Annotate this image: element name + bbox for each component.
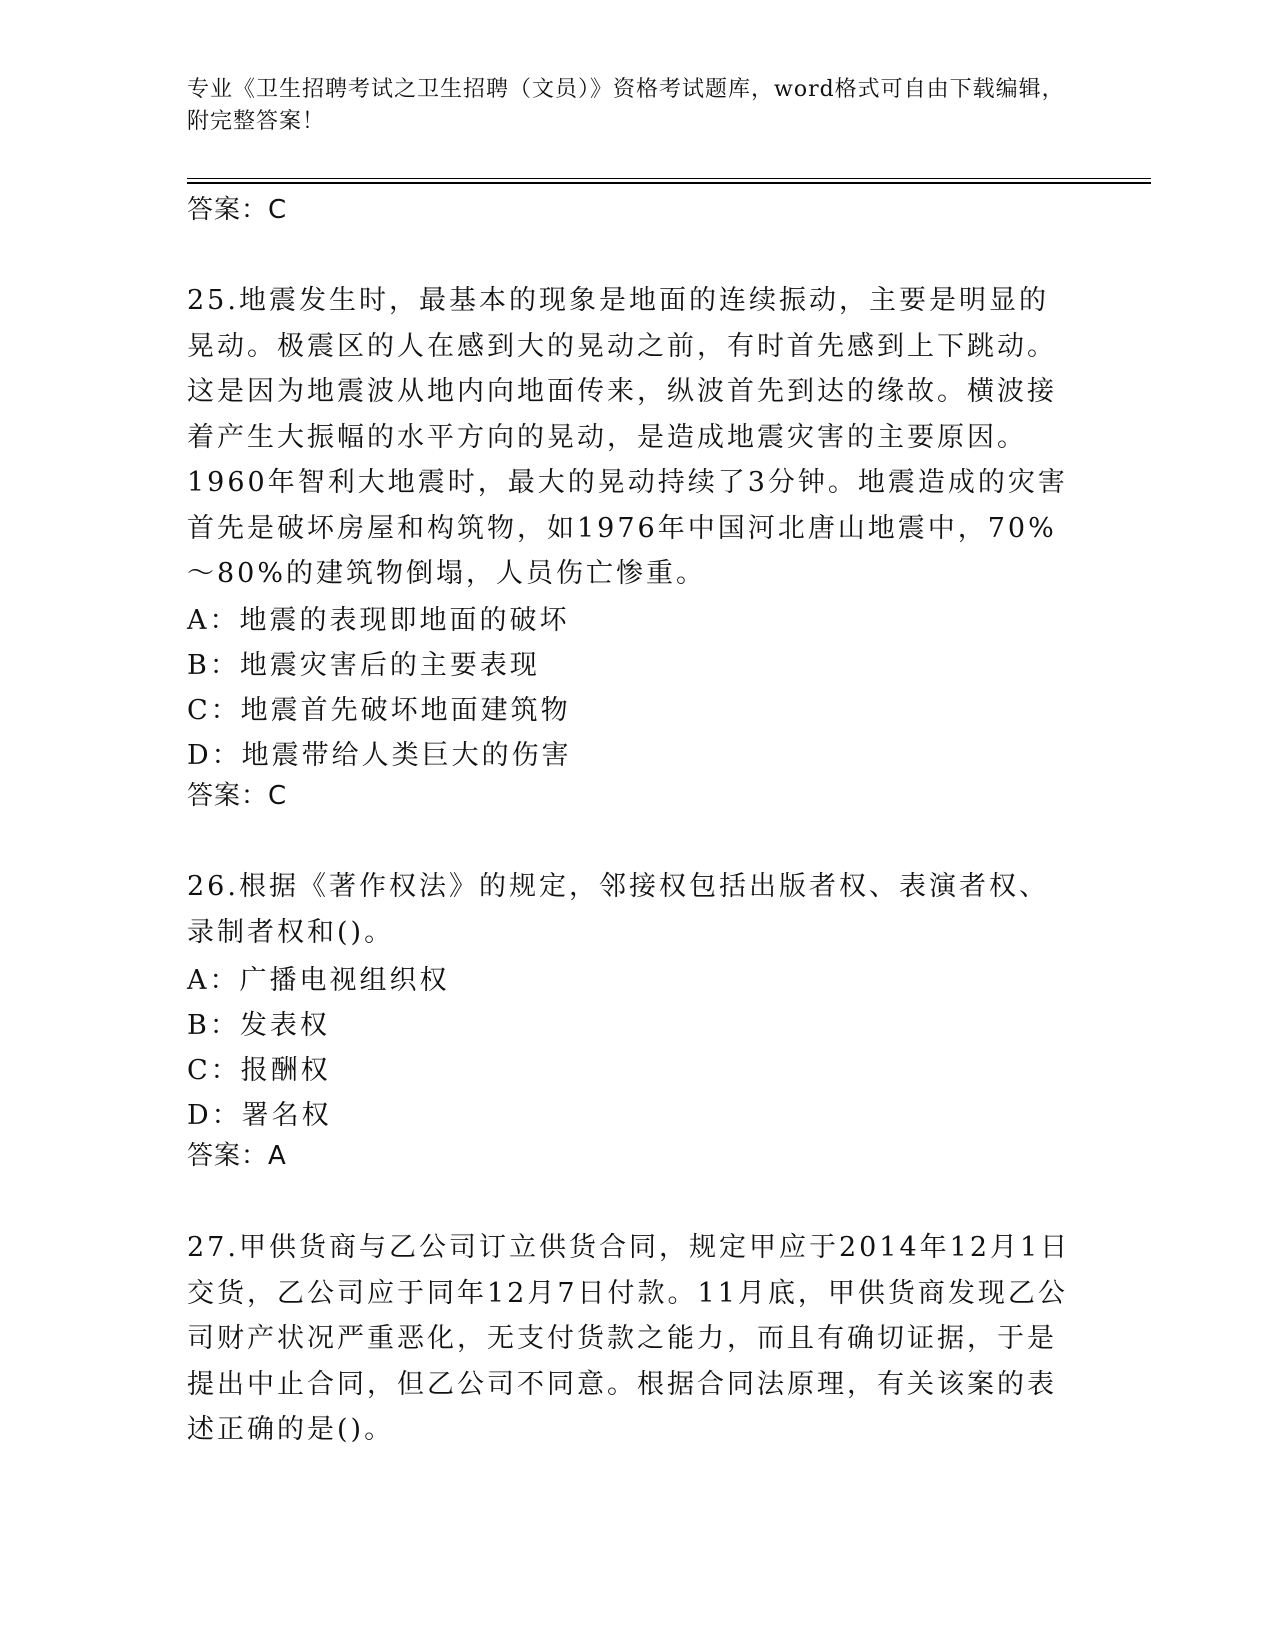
question-25-option-c: C：地震首先破坏地面建筑物 — [187, 695, 571, 726]
question-25-stem: 25.地震发生时，最基本的现象是地面的连续振动，主要是明显的晃动。极震区的人在感到大的晃动之前，有时首先感到上下跳动。这是因为地震波从地内向地面传来，纵波首先到达的缘故。横波接着产生大振幅的水平方向的晃动，是造成地震灾害的主要原因。1960年智利大地震时，最大的晃动持续了3分钟。地震造成的灾害首先是破坏房屋和构筑物，如1976年中国河北唐山地震中，70%～80%的建筑物倒塌，人员伤亡惨重。 — [187, 285, 1068, 589]
question-27-stem: 27.甲供货商与乙公司订立供货合同，规定甲应于2014年12月1日交货，乙公司应于同年12月7日付款。11月底，甲供货商发现乙公司财产状况严重恶化，无支付货款之能力，而且有确切证据，于是提出中止合同，但乙公司不同意。根据合同法原理，有关该案的表述正确的是()。 — [187, 1232, 1071, 1445]
question-25-answer: 答案：C — [187, 781, 288, 811]
question-25-option-b: B：地震灾害后的主要表现 — [187, 650, 540, 681]
question-26-answer: 答案：A — [187, 1141, 287, 1171]
header-rule-thin — [187, 178, 1151, 179]
question-25-option-d: D：地震带给人类巨大的伤害 — [187, 740, 572, 771]
document-header: 专业《卫生招聘考试之卫生招聘（文员）》资格考试题库，word格式可自由下载编辑，附完整答案！ — [187, 77, 1065, 134]
header-rule-thick — [187, 182, 1151, 184]
question-26-option-d: D：署名权 — [187, 1100, 332, 1131]
question-26-option-b: B：发表权 — [187, 1010, 330, 1041]
question-26-option-c: C：报酬权 — [187, 1055, 331, 1086]
question-25-option-a: A：地震的表现即地面的破坏 — [187, 605, 570, 636]
question-26-stem: 26.根据《著作权法》的规定，邻接权包括出版者权、表演者权、录制者权和()。 — [187, 871, 1049, 948]
answer-previous-question: 答案：C — [187, 195, 288, 225]
question-26-option-a: A：广播电视组织权 — [187, 965, 450, 996]
